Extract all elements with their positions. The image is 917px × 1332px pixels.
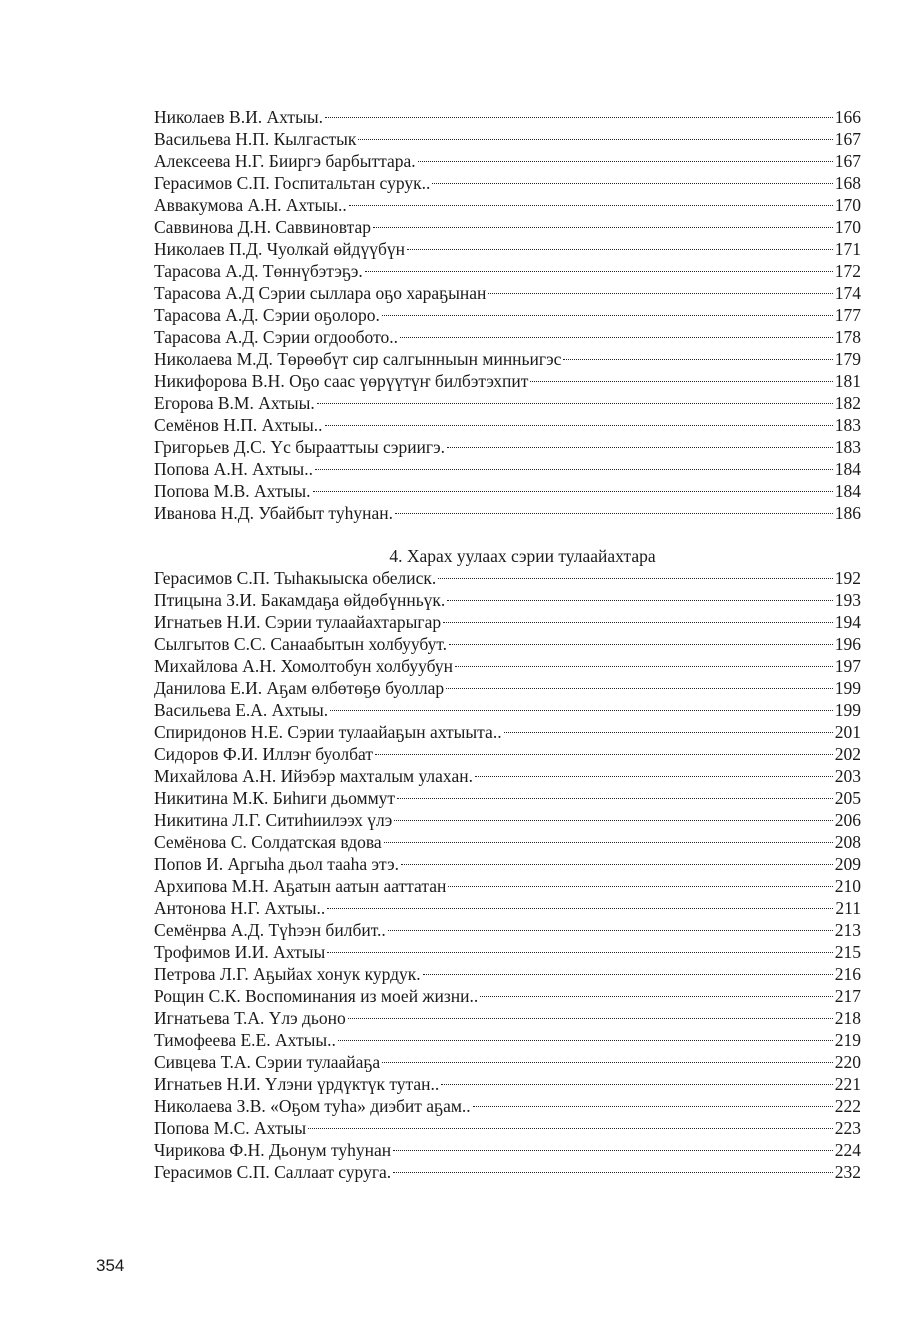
toc-entry — [154, 1161, 861, 1183]
toc-entry-page: 184 — [834, 459, 861, 479]
toc-entry-title: Васильева Н.П. Кылгастык — [154, 129, 357, 149]
table-of-contents — [154, 106, 861, 1183]
dot-leader — [397, 798, 833, 799]
toc-entry-title: Данилова Е.И. Аҕам өлбөтөҕө буоллар — [154, 678, 445, 698]
toc-entry-page: 167 — [834, 129, 861, 149]
toc-entry-page: 215 — [834, 942, 861, 962]
dot-leader — [447, 600, 832, 601]
dot-leader — [308, 1128, 833, 1129]
toc-entry-title: Алексеева Н.Г. Бииргэ барбыттара. — [154, 151, 416, 171]
toc-list-section — [154, 567, 861, 1183]
toc-entry-title: Игнатьев Н.И. Сэрии тулаайахтарыгар — [154, 612, 442, 632]
toc-entry-title: Тарасова А.Д Сэрии сыллара оҕо хараҕынан — [154, 283, 487, 303]
toc-entry-page: 193 — [834, 590, 861, 610]
dot-leader — [382, 315, 833, 316]
toc-entry — [154, 633, 861, 655]
page-number: 354 — [96, 1256, 125, 1275]
dot-leader — [393, 1150, 833, 1151]
dot-leader — [382, 1062, 833, 1063]
dot-leader — [365, 271, 833, 272]
toc-entry — [154, 875, 861, 897]
dot-leader — [395, 513, 833, 514]
dot-leader — [325, 425, 833, 426]
toc-entry — [154, 458, 861, 480]
dot-leader — [423, 974, 833, 975]
toc-entry-page: 211 — [835, 898, 861, 918]
toc-entry-title: Рощин С.К. Воспоминания из моей жизни.. — [154, 986, 479, 1006]
toc-entry — [154, 941, 861, 963]
toc-entry-title: Никифорова В.Н. Оҕо саас үөрүүтүҥ билбэтэхпит — [154, 371, 529, 391]
toc-entry-title: Сивцева Т.А. Сэрии тулаайаҕа — [154, 1052, 381, 1072]
toc-entry-title: Попова А.Н. Ахтыы.. — [154, 459, 313, 479]
toc-entry-page: 199 — [834, 700, 861, 720]
dot-leader — [418, 161, 833, 162]
dot-leader — [407, 249, 833, 250]
toc-entry — [154, 1007, 861, 1029]
toc-entry — [154, 1139, 861, 1161]
toc-entry-page: 170 — [834, 195, 861, 215]
dot-leader — [447, 447, 833, 448]
toc-entry-title: Егорова В.М. Ахтыы. — [154, 393, 315, 413]
dot-leader — [401, 864, 833, 865]
toc-entry — [154, 1029, 861, 1051]
dot-leader — [448, 886, 832, 887]
toc-entry-page: 220 — [834, 1052, 861, 1072]
dot-leader — [327, 952, 833, 953]
toc-entry-page: 183 — [834, 437, 861, 457]
toc-entry — [154, 436, 861, 458]
toc-entry — [154, 611, 861, 633]
dot-leader — [327, 908, 833, 909]
toc-entry-page: 184 — [834, 481, 861, 501]
section-heading: 4. Харах уулаах сэрии тулаайахтара — [389, 546, 656, 566]
toc-entry-title: Михайлова А.Н. Ийэбэр махталым улахан. — [154, 766, 473, 786]
toc-entry — [154, 194, 861, 216]
dot-leader — [393, 1172, 833, 1173]
toc-entry-title: Никитина Л.Г. Ситиһиилээх үлэ — [154, 810, 393, 830]
toc-entry — [154, 172, 861, 194]
toc-entry-page: 201 — [834, 722, 861, 742]
toc-entry-title: Игнатьев Н.И. Үлэни үрдүктүк тутан.. — [154, 1074, 440, 1094]
toc-entry — [154, 699, 861, 721]
toc-entry — [154, 480, 861, 502]
toc-entry-page: 205 — [834, 788, 861, 808]
toc-entry-title: Антонова Н.Г. Ахтыы.. — [154, 898, 326, 918]
toc-entry-title: Николаев П.Д. Чуолкай өйдүүбүн — [154, 239, 405, 259]
dot-leader — [375, 754, 833, 755]
toc-entry-title: Игнатьева Т.А. Үлэ дьоно — [154, 1008, 346, 1028]
toc-entry — [154, 326, 861, 348]
toc-entry — [154, 260, 861, 282]
toc-entry-page: 210 — [834, 876, 861, 896]
toc-entry-title: Тимофеева Е.Е. Ахтыы.. — [154, 1030, 336, 1050]
toc-entry-page: 192 — [834, 568, 861, 588]
dot-leader — [400, 337, 833, 338]
toc-entry-page: 194 — [834, 612, 861, 632]
toc-entry-title: Николаева З.В. «Оҕом туһа» диэбит аҕам.. — [154, 1096, 471, 1116]
toc-entry-title: Семёнова С. Солдатская вдова — [154, 832, 382, 852]
toc-entry-title: Тарасова А.Д. Сэрии огдообото.. — [154, 327, 398, 347]
toc-entry-page: 209 — [834, 854, 861, 874]
toc-entry-page: 219 — [834, 1030, 861, 1050]
toc-entry-page: 174 — [834, 283, 861, 303]
toc-entry-page: 224 — [834, 1140, 861, 1160]
dot-leader — [388, 930, 833, 931]
dot-leader — [443, 622, 833, 623]
toc-entry-page: 206 — [834, 810, 861, 830]
toc-entry-page: 181 — [834, 371, 861, 391]
dot-leader — [394, 820, 833, 821]
dot-leader — [358, 139, 832, 140]
toc-entry-page: 202 — [834, 744, 861, 764]
toc-entry — [154, 370, 861, 392]
toc-entry — [154, 809, 861, 831]
toc-entry-title: Герасимов С.П. Госпитальтан сурук.. — [154, 173, 431, 193]
toc-entry-title: Сидоров Ф.И. Иллэҥ буолбат — [154, 744, 373, 764]
toc-entry-page: 197 — [834, 656, 861, 676]
dot-leader — [313, 491, 833, 492]
toc-entry-page: 213 — [834, 920, 861, 940]
toc-entry — [154, 238, 861, 260]
toc-entry-page: 179 — [834, 349, 861, 369]
toc-entry-page: 222 — [834, 1096, 861, 1116]
dot-leader — [504, 732, 833, 733]
toc-entry — [154, 502, 861, 524]
dot-leader — [438, 578, 832, 579]
toc-entry-page: 203 — [834, 766, 861, 786]
toc-entry — [154, 721, 861, 743]
dot-leader — [480, 996, 832, 997]
toc-entry — [154, 985, 861, 1007]
toc-entry-title: Михайлова А.Н. Хомолтобун холбуубун — [154, 656, 454, 676]
toc-entry-title: Спиридонов Н.Е. Сэрии тулаайаҕын ахтыыта.. — [154, 722, 502, 742]
toc-entry-page: 172 — [834, 261, 861, 281]
toc-entry — [154, 216, 861, 238]
dot-leader — [348, 1018, 833, 1019]
toc-entry-title: Птицына З.И. Бакамдаҕа өйдөбүнньүк. — [154, 590, 446, 610]
toc-entry — [154, 348, 861, 370]
toc-entry-title: Герасимов С.П. Саллаат суруга. — [154, 1162, 392, 1182]
dot-leader — [441, 1084, 832, 1085]
toc-entry — [154, 282, 861, 304]
toc-entry-page: 186 — [834, 503, 861, 523]
toc-entry-page: 171 — [834, 239, 861, 259]
toc-entry — [154, 787, 861, 809]
toc-entry — [154, 1051, 861, 1073]
toc-entry — [154, 831, 861, 853]
toc-entry-title: Семёнов Н.П. Ахтыы.. — [154, 415, 323, 435]
toc-entry — [154, 743, 861, 765]
dot-leader — [473, 1106, 833, 1107]
dot-leader — [449, 644, 833, 645]
toc-entry-page: 196 — [834, 634, 861, 654]
dot-leader — [349, 205, 833, 206]
toc-entry — [154, 765, 861, 787]
toc-entry — [154, 677, 861, 699]
toc-entry-page: 208 — [834, 832, 861, 852]
toc-entry-page: 178 — [834, 327, 861, 347]
toc-entry-page: 216 — [834, 964, 861, 984]
toc-entry — [154, 1117, 861, 1139]
toc-entry — [154, 589, 861, 611]
toc-entry — [154, 853, 861, 875]
dot-leader — [325, 117, 833, 118]
toc-entry-page: 221 — [834, 1074, 861, 1094]
dot-leader — [315, 469, 833, 470]
dot-leader — [432, 183, 832, 184]
dot-leader — [475, 776, 833, 777]
toc-entry-title: Аввакумова А.Н. Ахтыы.. — [154, 195, 347, 215]
toc-entry — [154, 567, 861, 589]
dot-leader — [338, 1040, 833, 1041]
dot-leader — [530, 381, 832, 382]
dot-leader — [446, 688, 833, 689]
toc-entry — [154, 655, 861, 677]
toc-entry-page: 223 — [834, 1118, 861, 1138]
toc-entry-page: 218 — [834, 1008, 861, 1028]
dot-leader — [330, 710, 833, 711]
toc-entry-title: Чирикова Ф.Н. Дьонум туһунан — [154, 1140, 392, 1160]
toc-entry-title: Попова М.В. Ахтыы. — [154, 481, 311, 501]
toc-entry-title: Попова М.С. Ахтыы — [154, 1118, 307, 1138]
toc-entry — [154, 304, 861, 326]
toc-entry-page: 166 — [834, 107, 861, 127]
toc-entry — [154, 106, 861, 128]
toc-entry — [154, 128, 861, 150]
toc-entry-title: Иванова Н.Д. Убайбыт туһунан. — [154, 503, 393, 523]
toc-entry-title: Николаев В.И. Ахтыы. — [154, 107, 323, 127]
dot-leader — [455, 666, 833, 667]
toc-entry-page: 199 — [834, 678, 861, 698]
toc-entry-title: Тарасова А.Д. Сэрии оҕолоро. — [154, 305, 380, 325]
dot-leader — [373, 227, 833, 228]
toc-entry-title: Архипова М.Н. Аҕатын аатын ааттатан — [154, 876, 447, 896]
toc-entry-title: Николаева М.Д. Төрөөбүт сир салгынныын минньигэс — [154, 349, 562, 369]
toc-entry — [154, 414, 861, 436]
toc-entry-title: Никитина М.К. Биһиги дьоммут — [154, 788, 396, 808]
dot-leader — [384, 842, 833, 843]
toc-entry-page: 182 — [834, 393, 861, 413]
toc-entry-page: 232 — [834, 1162, 861, 1182]
toc-entry-title: Попов И. Аргыһа дьол тааһа этэ. — [154, 854, 400, 874]
dot-leader — [488, 293, 832, 294]
toc-entry-page: 168 — [834, 173, 861, 193]
toc-entry-page: 170 — [834, 217, 861, 237]
dot-leader — [563, 359, 832, 360]
toc-entry-page: 177 — [834, 305, 861, 325]
toc-entry-page: 217 — [834, 986, 861, 1006]
toc-entry-title: Семёнрва А.Д. Түһээн билбит.. — [154, 920, 386, 940]
toc-entry-title: Петрова Л.Г. Аҕыйах хонук курдук. — [154, 964, 421, 984]
toc-entry — [154, 963, 861, 985]
toc-entry-title: Трофимов И.И. Ахтыы — [154, 942, 326, 962]
toc-entry-title: Григорьев Д.С. Үс бырааттыы сэриигэ. — [154, 437, 445, 457]
toc-entry-title: Герасимов С.П. Тыһакыыска обелиск. — [154, 568, 437, 588]
toc-entry-title: Сылгытов С.С. Санаабытын холбуубут. — [154, 634, 448, 654]
toc-entry — [154, 392, 861, 414]
toc-entry-page: 167 — [834, 151, 861, 171]
toc-entry — [154, 150, 861, 172]
toc-entry — [154, 897, 861, 919]
toc-entry — [154, 1095, 861, 1117]
toc-list-top — [154, 106, 861, 524]
dot-leader — [317, 403, 833, 404]
toc-entry — [154, 919, 861, 941]
toc-entry-title: Васильева Е.А. Ахтыы. — [154, 700, 329, 720]
toc-entry-title: Тарасова А.Д. Төннүбэтэҕэ. — [154, 261, 363, 281]
toc-entry-page: 183 — [834, 415, 861, 435]
toc-entry-title: Саввинова Д.Н. Саввиновтар — [154, 217, 371, 237]
toc-entry — [154, 1073, 861, 1095]
